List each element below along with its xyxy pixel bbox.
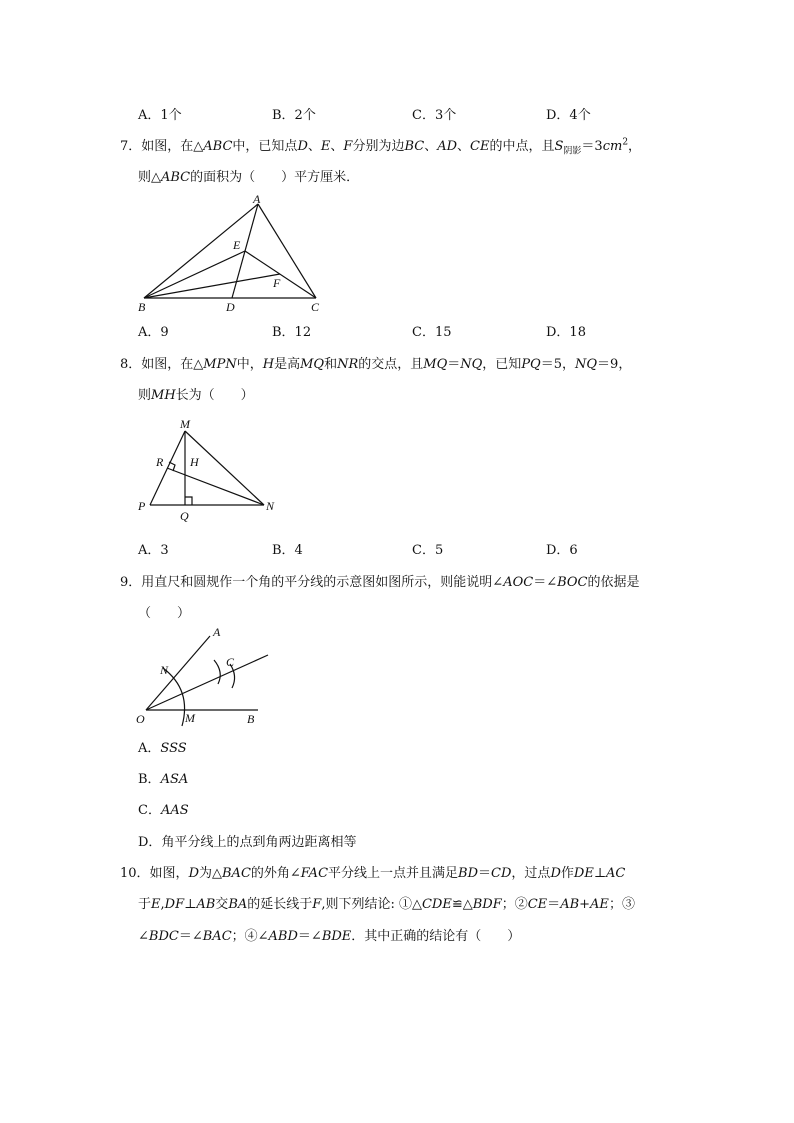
- q9-label-b: B: [247, 712, 255, 726]
- q6-option-a: A．1个: [138, 108, 182, 123]
- q8-label-m: M: [180, 417, 190, 431]
- q7-label-c: C: [311, 300, 320, 314]
- q8-line-1: 8．如图，在△MPN中，H是高MQ和NR的交点，且MQ＝NQ，已知PQ＝5，NQ＝9，: [120, 357, 632, 372]
- q8-option-d: D．6: [546, 543, 578, 558]
- q9-option-b: B．ASA: [138, 772, 189, 787]
- q9-line-2: （ ）: [138, 606, 191, 621]
- q6-option-b: B．2个: [272, 108, 316, 123]
- q9-label-n: N: [160, 663, 169, 677]
- q8-label-h: H: [190, 455, 199, 469]
- q9-line-1: 9．用直尺和圆规作一个角的平分线的示意图如图所示，则能说明∠AOC＝∠BOC的依据是: [120, 575, 640, 590]
- q6-option-d: D．4个: [546, 108, 591, 123]
- q8-label-q: Q: [180, 509, 189, 523]
- q8-line-2: 则MH长为（ ）: [138, 388, 254, 403]
- q7-label-a: A: [253, 192, 261, 206]
- q10-number: 10．: [120, 866, 150, 881]
- q9-label-c: C: [226, 655, 235, 669]
- q7-line-1: 7．如图，在△ABC中，已知点D、E、F分别为边BC、AD、CE的中点，且$S_{阴影}=3cm^2$，: [120, 137, 642, 157]
- q8-label-r: R: [156, 455, 164, 469]
- q7-number: 7．: [120, 139, 142, 154]
- q9-label-a: A: [213, 625, 221, 639]
- q9-option-a: A．SSS: [138, 741, 187, 756]
- q8-label-n: N: [266, 499, 275, 513]
- q8-option-c: C．5: [412, 543, 444, 558]
- q7-line-2: 则△ABC的面积为（ ）平方厘米．: [138, 170, 360, 185]
- q9-option-d: D．角平分线上的点到角两边距离相等: [138, 835, 357, 850]
- q7-label-f: F: [273, 276, 281, 290]
- q8-number: 8．: [120, 357, 142, 372]
- q7-option-a: A．9: [138, 325, 169, 340]
- q7-label-b: B: [138, 300, 146, 314]
- q10-line-2: 于E,DF⊥AB交BA的延长线于F,则下列结论: ①△CDE≌△BDF；②CE＝AB+AE；③: [138, 897, 635, 912]
- q10-line-1: 10．如图，D为△BAC的外角∠FAC平分线上一点并且满足BD＝CD，过点D作DE⊥AC: [120, 866, 626, 881]
- q7-option-c: C．15: [412, 325, 452, 340]
- q10-line-3: ∠BDC＝∠BAC；④∠ABD＝∠BDE．其中正确的结论有（ ）: [138, 929, 521, 944]
- q7-label-d: D: [226, 300, 235, 314]
- q9-label-o: O: [136, 712, 145, 726]
- q7-option-b: B．12: [272, 325, 312, 340]
- q8-option-a: A．3: [138, 543, 169, 558]
- q9-label-m: M: [185, 711, 195, 725]
- q9-number: 9．: [120, 575, 142, 590]
- q6-option-c: C．3个: [412, 108, 457, 123]
- q7-option-d: D．18: [546, 325, 586, 340]
- q8-label-p: P: [138, 499, 146, 513]
- q9-option-c: C．AAS: [138, 803, 189, 818]
- q7-label-e: E: [233, 238, 241, 252]
- q8-option-b: B．4: [272, 543, 303, 558]
